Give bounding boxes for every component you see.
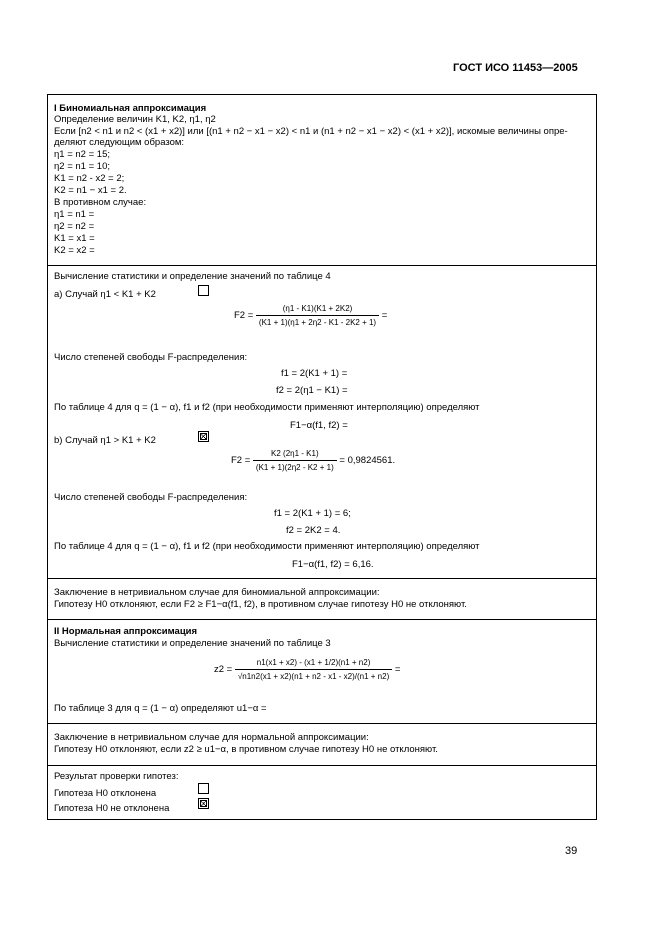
fraction-denominator: √n1n2(x1 + x2)(n1 + n2 - x1 - x2)/(n1 + n2) — [237, 672, 390, 681]
form-frame — [47, 94, 597, 820]
formula-f2-dof-case-a: f2 = 2(η1 − K1) = — [276, 385, 348, 396]
text-line: Число степеней свободы F-распределения: — [54, 492, 248, 503]
text-line: K2 = x2 = — [54, 245, 95, 256]
formula-f2-case-b — [231, 448, 395, 473]
text-line: η1 = n2 = 15; — [54, 149, 110, 160]
formula-f2-dof-case-b: f2 = 2K2 = 4. — [286, 525, 341, 536]
fraction — [235, 657, 392, 682]
text-line: η2 = n2 = — [54, 221, 95, 232]
text-line: K1 = n2 - x2 = 2; — [54, 173, 125, 184]
page-number: 39 — [565, 845, 578, 857]
text-line: Заключение в нетривиальном случае для нормальной аппроксимации: — [54, 732, 369, 743]
text-line: По таблице 4 для q = (1 − α), f1 и f2 (при необходимости применяют интерполяцию) определяют — [54, 541, 480, 552]
document-code: ГОСТ ИСО 11453—2005 — [453, 62, 578, 74]
fraction — [253, 448, 337, 473]
case-a-checkbox[interactable] — [198, 285, 209, 296]
formula-fcrit-case-b: F1−α(f1, f2) = 6,16. — [292, 559, 374, 570]
text-line: Вычисление статистики и определение значений по таблице 4 — [54, 271, 331, 282]
formula-lhs: z2 = — [214, 664, 233, 676]
text-line: η2 = n1 = 10; — [54, 161, 110, 172]
text-line: Гипотезу H0 отклоняют, если F2 ≥ F1−α(f1, f2), в противном случае гипотезу H0 не отклоняют. — [54, 599, 467, 610]
case-b-label: b) Случай η1 > K1 + K2 — [54, 435, 156, 446]
text-line: По таблице 3 для q = (1 − α) определяют u1−α = — [54, 703, 267, 714]
text-line: Заключение в нетривиальном случае для биномиальной аппроксимации: — [54, 587, 380, 598]
text-line: η1 = n1 = — [54, 209, 95, 220]
formula-lhs: F2 = — [231, 455, 251, 467]
text-line: Если [n2 < n1 и n2 < (x1 + x2)] или [(n1 + n2 − x1 − x2) < n1 и (n1 + n2 − x1 − x2) < (x1 + x2)], искомые величины опре- — [54, 126, 568, 137]
option-not-rejected-label: Гипотеза H0 не отклонена — [54, 803, 170, 814]
text-line: Определение величин K1, K2, η1, η2 — [54, 114, 216, 125]
fraction-denominator: (K1 + 1)(η1 + 2η2 - K1 - 2K2 + 1) — [258, 318, 377, 327]
case-a-label: a) Случай η1 < K1 + K2 — [54, 289, 156, 300]
text-line: Вычисление статистики и определение значений по таблице 3 — [54, 638, 331, 649]
fraction — [256, 303, 379, 328]
option-rejected-label: Гипотеза H0 отклонена — [54, 788, 157, 799]
binomial-conclusion-section — [48, 578, 596, 620]
formula-f1-case-b: f1 = 2(K1 + 1) = 6; — [274, 508, 351, 519]
text-line: K2 = n1 − x1 = 2. — [54, 185, 127, 196]
text-line: По таблице 4 для q = (1 − α), f1 и f2 (при необходимости применяют интерполяцию) определяют — [54, 402, 480, 413]
formula-z2 — [214, 657, 400, 682]
formula-f2-case-a — [234, 303, 387, 328]
text-line: В противном случае: — [54, 197, 147, 208]
section-title: I Биномиальная аппроксимация — [54, 103, 207, 114]
text-line: K1 = x1 = — [54, 233, 95, 244]
formula-rhs: = 0,9824561. — [339, 455, 396, 467]
normal-approximation-section — [48, 619, 596, 724]
binomial-definition-section — [48, 95, 596, 266]
section-title: II Нормальная аппроксимация — [54, 626, 198, 637]
formula-fcrit-case-a: F1−α(f1, f2) = — [290, 420, 348, 431]
not-rejected-checkbox[interactable] — [198, 798, 209, 809]
fraction-numerator: K2 (2η1 - K1) — [253, 448, 337, 461]
formula-f1-case-a: f1 = 2(K1 + 1) = — [281, 368, 348, 379]
formula-lhs: F2 = — [234, 310, 254, 322]
text-line: Число степеней свободы F-распределения: — [54, 352, 248, 363]
fraction-numerator: n1(x1 + x2) - (x1 + 1/2)(n1 + n2) — [235, 657, 392, 670]
text-line: Гипотезу H0 отклоняют, если z2 ≥ u1−α, в противном случае гипотезу H0 не отклоняют. — [54, 744, 438, 755]
formula-rhs: = — [381, 310, 388, 322]
text-line: Результат проверки гипотез: — [54, 771, 179, 782]
case-b-checkbox[interactable] — [198, 431, 209, 442]
normal-conclusion-section — [48, 723, 596, 766]
formula-rhs: = — [394, 664, 401, 676]
binomial-statistics-section — [48, 265, 596, 579]
fraction-denominator: (K1 + 1)(2η2 - K2 + 1) — [255, 463, 334, 472]
text-line: деляют следующим образом: — [54, 137, 185, 148]
rejected-checkbox[interactable] — [198, 783, 209, 794]
hypothesis-result-section — [48, 765, 596, 821]
fraction-numerator: (η1 - K1)(K1 + 2K2) — [256, 303, 379, 316]
